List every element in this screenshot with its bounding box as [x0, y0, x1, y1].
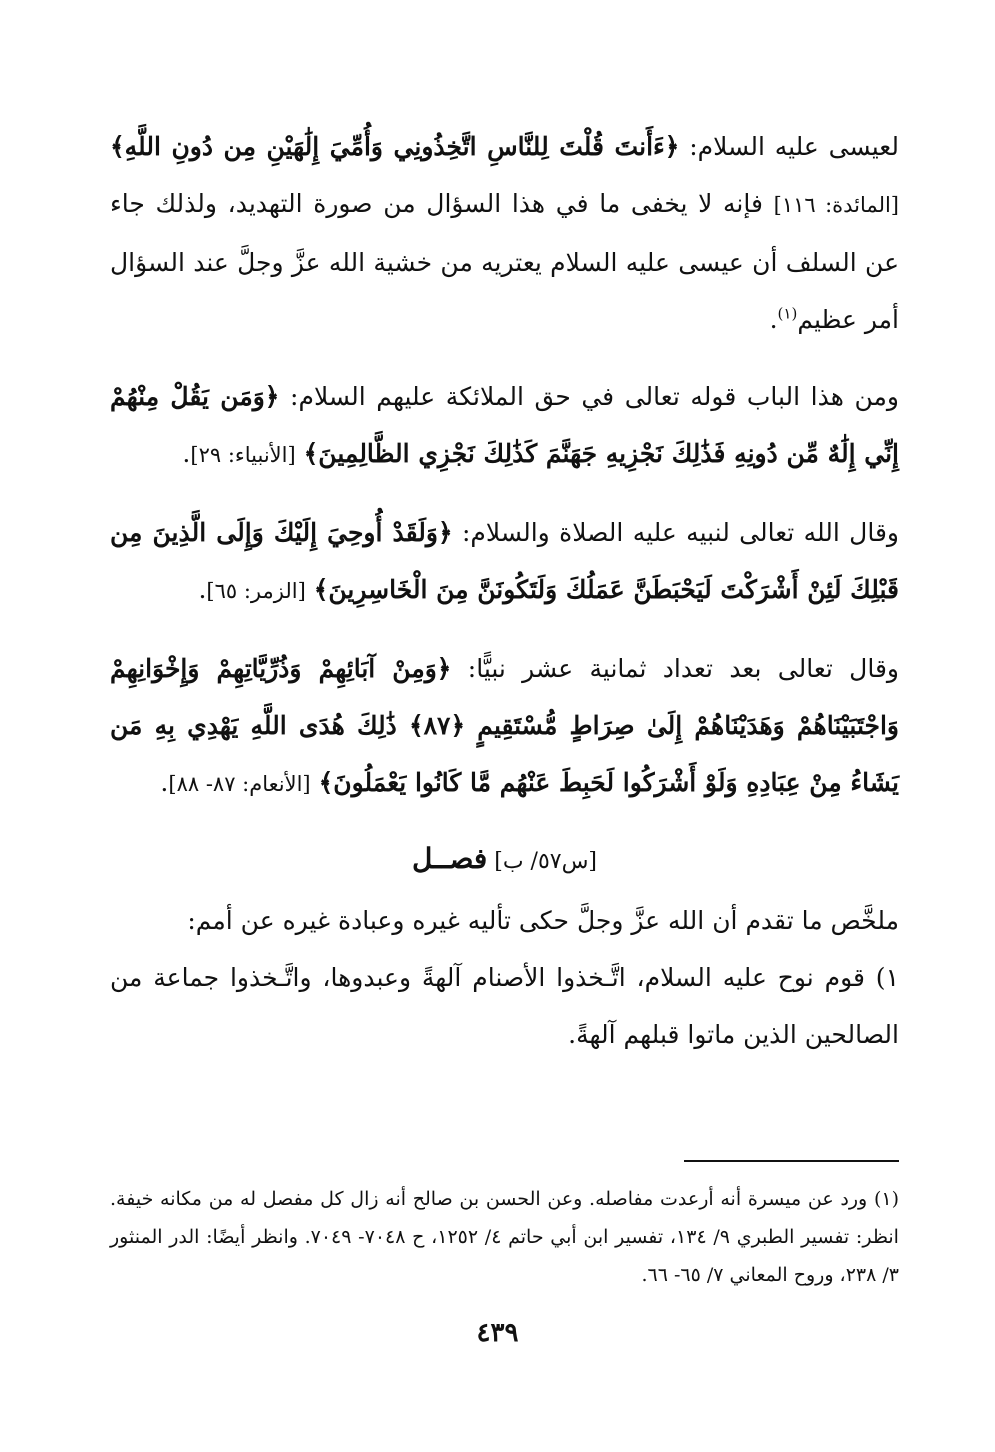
paragraph-lead: وقال الله تعالى لنبيه عليه الصلاة والسلام:	[462, 518, 899, 547]
verse-reference: [المائدة: ١١٦]	[773, 193, 899, 217]
sentence-end: .	[160, 768, 169, 797]
footnote-number: (١)	[873, 1188, 899, 1210]
paragraph-lead: وقال تعالى بعد تعداد ثمانية عشر نبيًّا:	[467, 654, 899, 683]
quran-verse: ﴿وَمِنْ آبَائِهِمْ وَذُرِّيَّاتِهِمْ وَإِخْوَانِهِمْ وَاجْتَبَيْنَاهُمْ وَهَدَيْنَاهُمْ إِلَىٰ صِرَاطٍ مُّسْتَقِيمٍ ﴿٨٧﴾ ذَٰلِكَ هُدَى اللَّهِ يَهْدِي بِهِ مَن يَشَاءُ مِنْ عِبَادِهِ وَلَوْ أَشْرَكُوا لَحَبِطَ عَنْهُم مَّا كَانُوا يَعْمَلُونَ﴾	[110, 654, 899, 797]
sentence-end: .	[769, 305, 778, 334]
quran-verse: ﴿وَمَن يَقُلْ مِنْهُمْ إِنِّي إِلَٰهٌ مِّن دُونِهِ فَذَٰلِكَ نَجْزِيهِ جَهَنَّمَ كَذَٰلِكَ نَجْزِي الظَّالِمِينَ﴾	[110, 382, 899, 468]
paragraph-lead: ومن هذا الباب قوله تعالى في حق الملائكة عليهم السلام:	[290, 382, 900, 411]
section-heading	[110, 839, 899, 882]
summary-item-1: ١) قوم نوح عليه السلام، اتَّـخذوا الأصنام آلهةً وعبدوها، واتَّـخذوا جماعة من الصالحين الذين ماتوا قبلهم آلهةً.	[110, 963, 899, 1049]
paragraph-angels	[110, 368, 899, 484]
page-number: ٤٣٩	[476, 1318, 519, 1348]
paragraph-eighteen-prophets	[110, 640, 899, 813]
sentence-end: .	[182, 439, 191, 468]
paragraph-prophet	[110, 504, 899, 620]
section-title: فصــل	[411, 842, 488, 875]
verse-reference: [الأنعام: ٨٧- ٨٨]	[168, 772, 311, 796]
sentence-end: .	[198, 575, 207, 604]
summary-intro: ملخَّص ما تقدم أن الله عزَّ وجلَّ حكى تأليه غيره وعبادة غيره عن أمم:	[187, 906, 899, 935]
paragraph-body: فإنه لا يخفى ما في هذا السؤال من صورة التهديد، ولذلك جاء عن السلف أن عيسى عليه السلام يعتريه من خشية الله عزَّ وجلَّ عند السؤال أمر عظيم	[110, 189, 899, 334]
footnote	[110, 1180, 899, 1294]
quran-verse: ﴿وَلَقَدْ أُوحِيَ إِلَيْكَ وَإِلَى الَّذِينَ مِن قَبْلِكَ لَئِنْ أَشْرَكْتَ لَيَحْبَطَنَّ عَمَلُكَ وَلَتَكُونَنَّ مِنَ الْخَاسِرِينَ﴾	[110, 518, 899, 604]
footnote-text: ورد عن ميسرة أنه أرعدت مفاصله. وعن الحسن بن صالح أنه زال كل مفصل له من مكانه خيفة. انظر: تفسير الطبري ٩/ ١٣٤، تفسير ابن أبي حاتم ٤/ ١٢٥٢، ح ٧٠٤٨- ٧٠٤٩. وانظر أيضًا: الدر المنثور ٣/ ٢٣٨، وروح المعاني ٧/ ٦٥- ٦٦.	[110, 1188, 899, 1286]
footnote-divider	[684, 1160, 899, 1162]
manuscript-reference: [س٥٧/ ب]	[494, 849, 598, 874]
paragraph-lead: لعيسى عليه السلام:	[689, 132, 899, 161]
verse-reference: [الأنبياء: ٢٩]	[190, 443, 296, 467]
quran-verse: ﴿ءَأَنتَ قُلْتَ لِلنَّاسِ اتَّخِذُونِي وَأُمِّيَ إِلَٰهَيْنِ مِن دُونِ اللَّهِ﴾	[110, 132, 680, 161]
verse-reference: [الزمر: ٦٥]	[206, 579, 306, 603]
footnote-marker[interactable]: (١)	[777, 304, 798, 323]
paragraph-isa	[110, 118, 899, 348]
